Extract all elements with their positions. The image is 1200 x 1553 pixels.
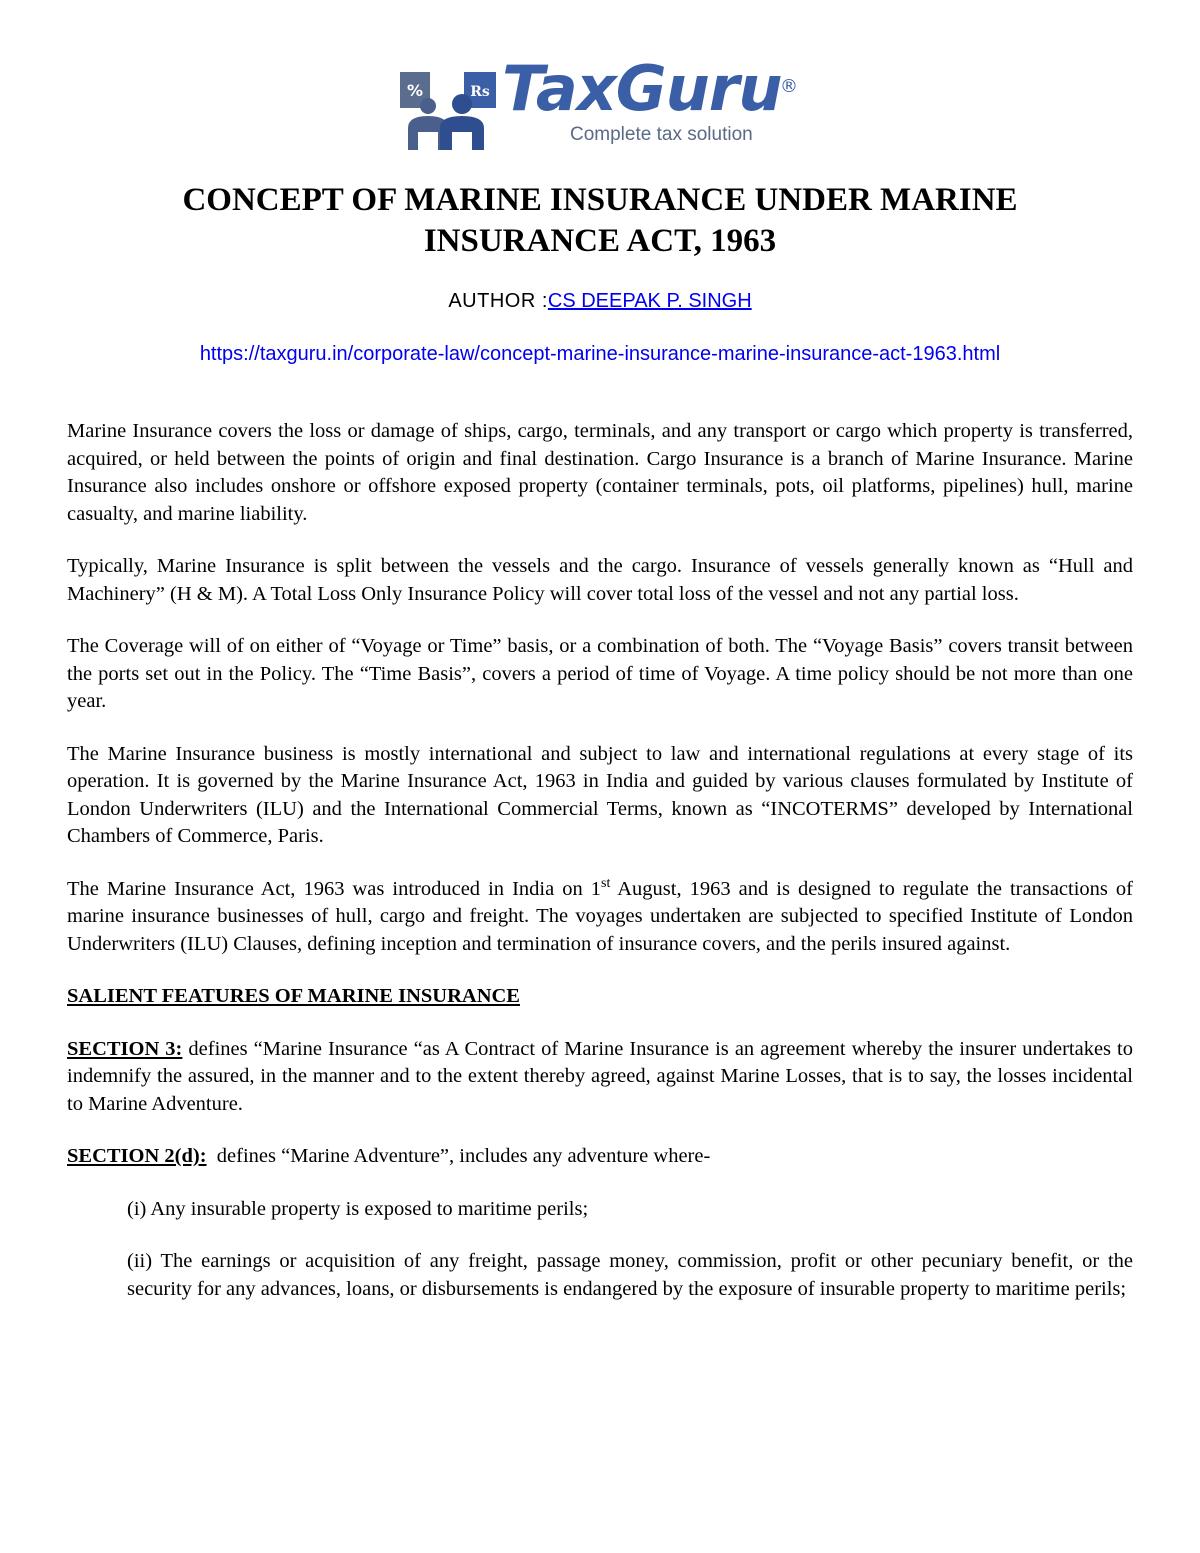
section-3-paragraph [67, 1036, 1133, 1119]
list-item: (ii) The earnings or acquisition of any freight, passage money, commission, profit or other pecuniary benefit, or the security for any advances, loans, or disbursements is endangered by the exposure of insurable property to maritime perils; [127, 1250, 1133, 1300]
author-name-link[interactable]: CS DEEPAK P. SINGH [547, 290, 752, 312]
salient-heading-block [67, 983, 1133, 1011]
logo-wordmark: TaxGuru [502, 52, 782, 125]
section-3-text: defines “Marine Insurance “as A Contract of Marine Insurance is an agreement whereby the insurer undertakes to indemnify the assured, in the manner and to the extent thereby agreed, against Marine Losses, that is to say, the losses incidental to Marine Adventure. [67, 1037, 1133, 1115]
act-text-before: The Marine Insurance Act, 1963 was introduced in India on 1 [67, 877, 601, 900]
article-body [67, 418, 1133, 1328]
act-text-after: August, 1963 and is designed to regulate the transactions of marine insurance businesses of hull, cargo and freight. The voyages undertaken are subjected to specified Institute of London Underwriters (ILU) Clauses, defining inception and termination of insurance covers, and the perils insured against. [67, 877, 1133, 955]
registered-mark: ® [780, 76, 798, 97]
list-item: (i) Any insurable property is exposed to maritime perils; [127, 1197, 589, 1220]
logo-tagline: Complete tax solution [570, 124, 753, 145]
section-3-label: SECTION 3: [67, 1037, 183, 1060]
paragraph: Marine Insurance covers the loss or damage of ships, cargo, terminals, and any transport or cargo which property is transferred, acquired, or held between the points of origin and final destination. Cargo Insurance is a branch of Marine Insurance. Marine Insurance also includes onshore or offshore exposed property (container terminals, pots, oil platforms, pipelines) hull, marine casualty, and marine liability. [67, 420, 1133, 525]
paragraph: The Marine Insurance business is mostly international and subject to law and international regulations at every stage of its operation. It is governed by the Marine Insurance Act, 1963 in India and guided by various clauses formulated by Institute of London Underwriters (ILU) and the International Commercial Terms, known as “INCOTERMS” developed by International Chambers of Commerce, Paris. [67, 742, 1133, 847]
section-2d-text: defines “Marine Adventure”, includes any adventure where- [206, 1145, 711, 1167]
logo-emblem-icon [400, 66, 500, 150]
taxguru-logo [400, 52, 810, 150]
section-2d-paragraph [67, 1143, 1133, 1171]
author-line [0, 290, 1200, 313]
act-superscript: st [601, 875, 611, 891]
paragraph: The Coverage will of on either of “Voyage or Time” basis, or a combination of both. The “Voyage Basis” covers transit between the ports set out in the Policy. The “Time Basis”, covers a period of time of Voyage. A time policy should be not more than one year. [67, 635, 1133, 712]
logo-percent-glyph: % [406, 81, 424, 100]
paragraph: Typically, Marine Insurance is split between the vessels and the cargo. Insurance of vessels generally known as “Hull and Machinery” (H & M). A Total Loss Only Insurance Policy will cover total loss of the vessel and not any partial loss. [67, 555, 1133, 605]
page-title: CONCEPT OF MARINE INSURANCE UNDER MARINE INSURANCE ACT, 1963 [182, 182, 1018, 259]
author-label: AUTHOR : [448, 290, 548, 312]
article-url-link[interactable]: https://taxguru.in/corporate-law/concept-marine-insurance-marine-insurance-act-1963.html [199, 343, 1001, 365]
act-paragraph [67, 876, 1133, 959]
source-url [0, 343, 1200, 366]
logo-rupee-glyph: Rs [470, 84, 490, 100]
section-2d-label: SECTION 2(d): [67, 1145, 207, 1167]
salient-heading: SALIENT FEATURES OF MARINE INSURANCE [67, 985, 520, 1007]
